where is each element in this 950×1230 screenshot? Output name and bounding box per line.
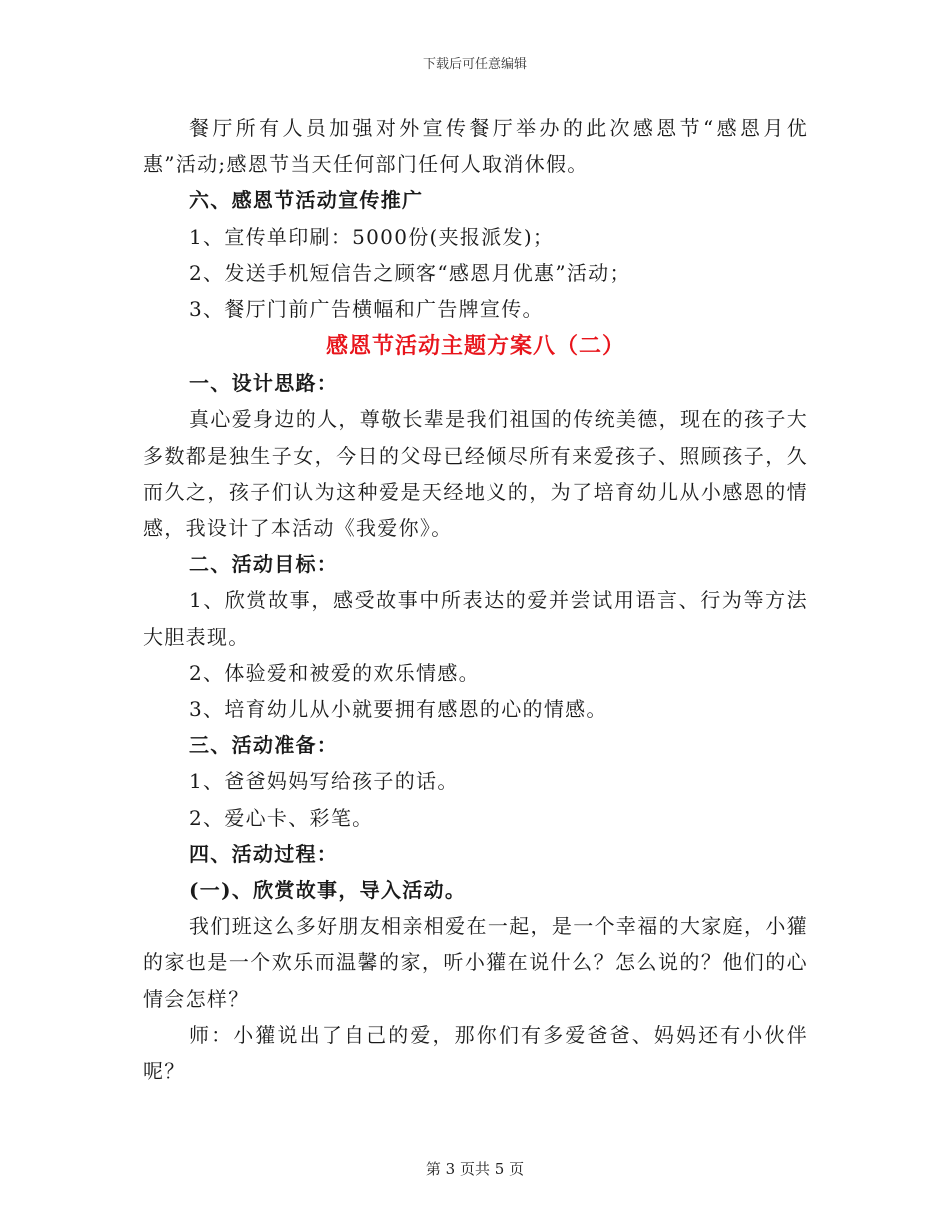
list-item: 2、体验爱和被爱的欢乐情感。 (189, 660, 480, 685)
page-footer: 第 3 页共 5 页 (425, 1160, 525, 1178)
page-header: 下载后可任意编辑 (422, 57, 527, 72)
paragraph: 师：小獾说出了自己的爱，那你们有多爱爸爸、妈妈还有小伙伴呢？ (143, 1022, 808, 1084)
section-heading: 六、感恩节活动宣传推广 (189, 188, 424, 213)
section-heading: 二、活动目标： (189, 552, 339, 577)
list-item: 1、宣传单印刷：5000份(夹报派发)； (189, 224, 555, 249)
section-heading: 一、设计思路： (189, 371, 339, 396)
list-item: 2、爱心卡、彩笔。 (189, 805, 374, 830)
section-heading: 四、活动过程： (189, 841, 339, 866)
list-item: 1、欣赏故事，感受故事中所表达的爱并尝试用语言、行为等方法大胆表现。 (143, 588, 808, 649)
list-item: 1、爸爸妈妈写给孩子的话。 (189, 769, 459, 794)
section-heading: 三、活动准备： (189, 733, 339, 758)
subsection-heading: (一)、欣赏故事，导入活动。 (189, 878, 467, 903)
list-item: 3、培育幼儿从小就要拥有感恩的心的情感。 (189, 697, 608, 722)
list-item: 3、餐厅门前广告横幅和广告牌宣传。 (189, 297, 544, 322)
list-item: 2、发送手机短信告之顾客“感恩月优惠”活动； (189, 260, 631, 285)
paragraph: 我们班这么多好朋友相亲相爱在一起，是一个幸福的大家庭，小獾的家也是一个欢乐而温馨的家，听小獾在说什么？怎么说的？他们的心情会怎样？ (143, 914, 808, 1011)
paragraph: 真心爱身边的人，尊敬长辈是我们祖国的传统美德，现在的孩子大多数都是独生子女，今日的父母已经倾尽所有来爱孩子、照顾孩子，久而久之，孩子们认为这种爱是天经地义的，为了培育幼儿从小感恩的情感，我设计了本活动《我爱你》。 (143, 407, 808, 541)
document-body (143, 110, 808, 1089)
paragraph: 餐厅所有人员加强对外宣传餐厅举办的此次感恩节“感恩月优惠”活动;感恩节当天任何部门任何人取消休假。 (143, 116, 808, 177)
document-title: 感恩节活动主题方案八（二） (325, 333, 625, 360)
